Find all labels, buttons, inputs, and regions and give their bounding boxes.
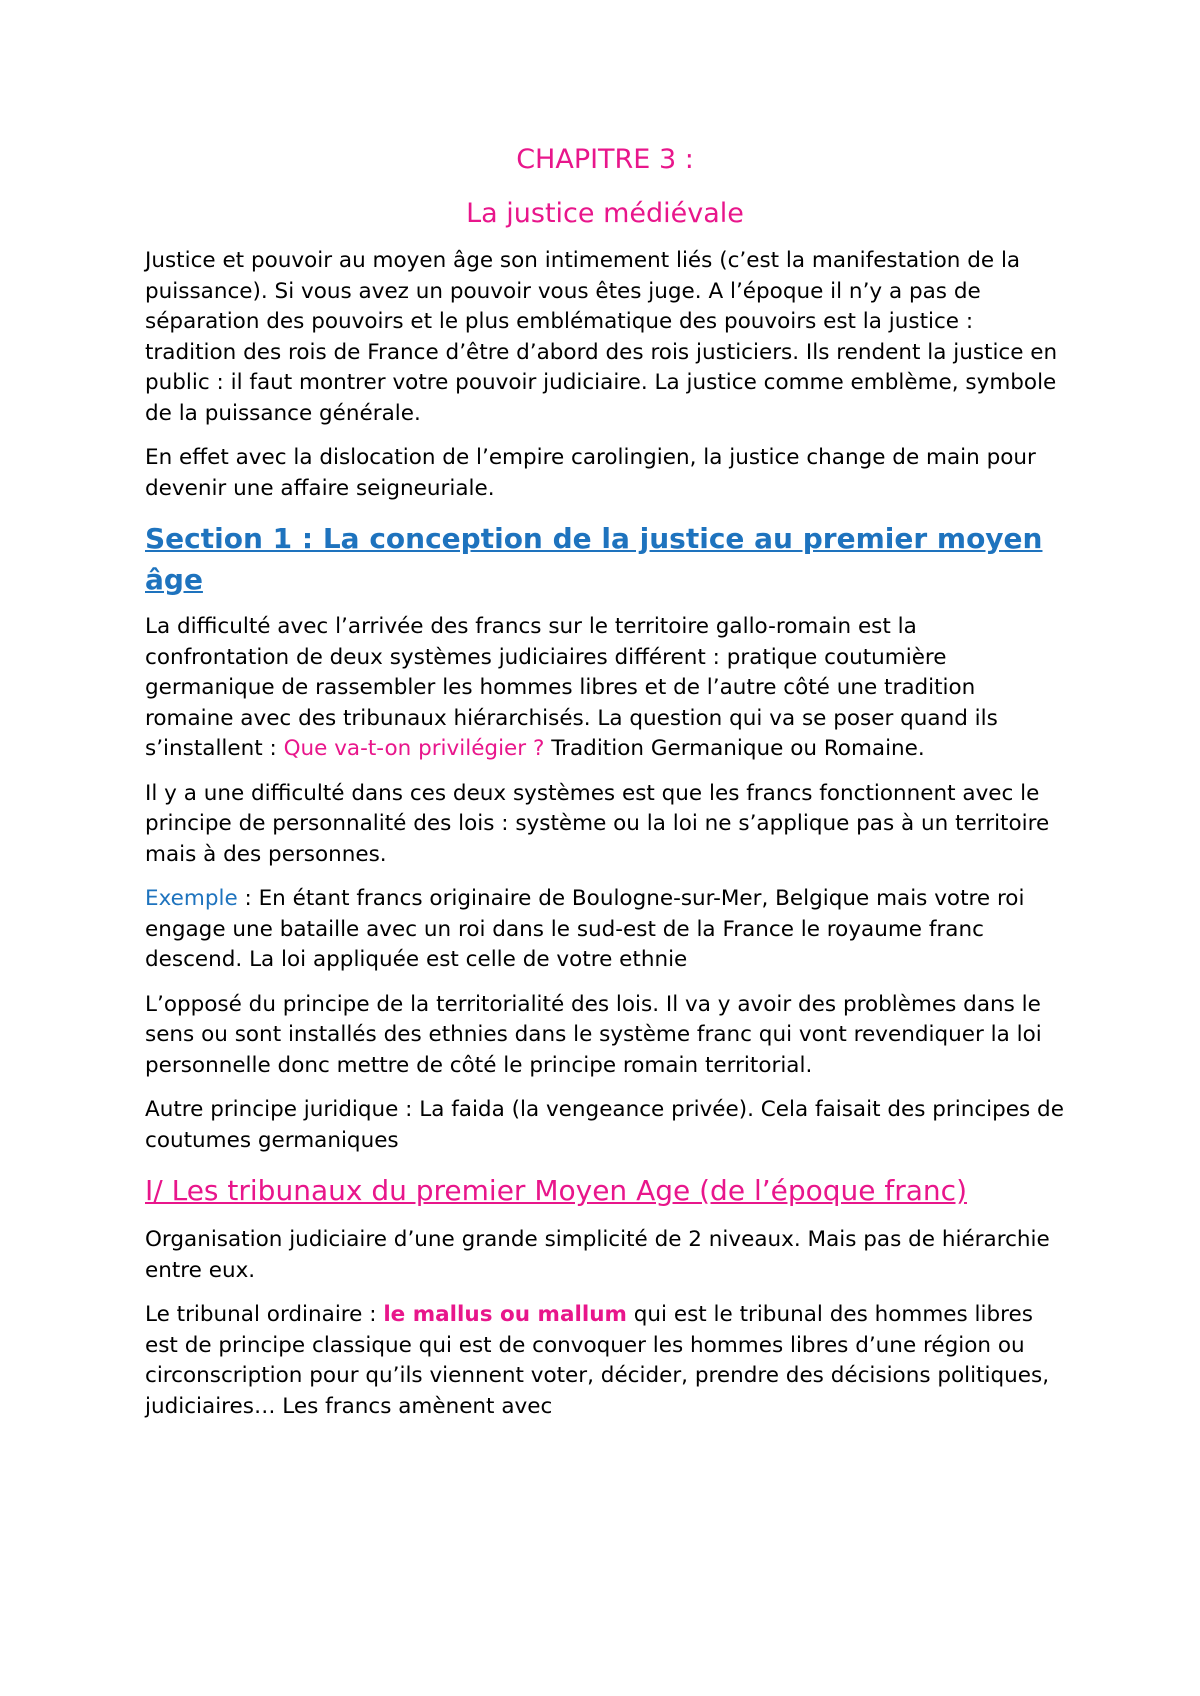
document-page bbox=[145, 142, 1065, 1436]
example-label: Exemple bbox=[145, 886, 238, 911]
chapter-subtitle: La justice médiévale bbox=[466, 198, 744, 229]
highlighted-question: Que va-t-on privilégier ? bbox=[283, 736, 545, 761]
paragraph-text: qui est le tribunal des hommes libres est de principe classique qui est de convoquer les hommes libres d’une région ou circonscription pour qu’ils viennent voter, décider, prendre des décisions politiques, judiciaires… Les francs amènent avec bbox=[145, 1302, 1050, 1419]
intro-paragraph-1: Justice et pouvoir au moyen âge son intimement liés (c’est la manifestation de la puissance). Si vous avez un pouvoir vous êtes juge. A l’époque il n’y a pas de séparation des pouvoirs et le plus emblématique des pouvoirs est la justice : tradition des rois de France d’être d’abord des rois justiciers. Ils rendent la justice en public : il faut montrer votre pouvoir judiciaire. La justice comme emblème, symbole de la puissance générale. bbox=[145, 248, 1058, 426]
intro-paragraph-2: En effet avec la dislocation de l’empire carolingien, la justice change de main pour devenir une affaire seigneuriale. bbox=[145, 445, 1036, 501]
paragraph-text: Le tribunal ordinaire : bbox=[145, 1302, 384, 1327]
section-1-heading: Section 1 : La conception de la justice au premier moyen âge bbox=[145, 522, 1043, 596]
section-1-paragraph-3: L’opposé du principe de la territorialité des lois. Il va y avoir des problèmes dans le sens ou sont installés des ethnies dans le système franc qui vont revendiquer la loi personnelle donc mettre de côté le principe romain territorial. bbox=[145, 991, 1042, 1078]
example-text: : En étant francs originaire de Boulogne-sur-Mer, Belgique mais votre roi engage une bataille avec un roi dans le sud-est de la France le royaume franc descend. La loi appliquée est celle de votre ethnie bbox=[145, 886, 1025, 972]
highlighted-term: le mallus ou mallum bbox=[383, 1302, 627, 1327]
paragraph-text: La difficulté avec l’arrivée des francs sur le territoire gallo-romain est la confrontation de deux systèmes judiciaires différent : pratique coutumière germanique de rassembler les hommes libres et de l’autre côté une tradition romaine avec des tribunaux hiérarchisés. La question qui va se poser quand ils s’installent : bbox=[145, 614, 998, 761]
example-paragraph bbox=[145, 884, 1065, 976]
chapter-title: CHAPITRE 3 : bbox=[516, 144, 694, 175]
section-1-paragraph-4: Autre principe juridique : La faida (la vengeance privée). Cela faisait des principes de coutumes germaniques bbox=[145, 1097, 1064, 1153]
section-1-paragraph-1 bbox=[145, 612, 1065, 765]
subsection-1-paragraph-1: Organisation judiciaire d’une grande simplicité de 2 niveaux. Mais pas de hiérarchie entre eux. bbox=[145, 1227, 1050, 1283]
subsection-1-paragraph-2 bbox=[145, 1300, 1065, 1422]
subsection-1-heading: I/ Les tribunaux du premier Moyen Age (de l’époque franc) bbox=[145, 1174, 967, 1207]
section-1-paragraph-2: Il y a une difficulté dans ces deux systèmes est que les francs fonctionnent avec le principe de personnalité des lois : système ou la loi ne s’applique pas à un territoire mais à des personnes. bbox=[145, 780, 1050, 867]
paragraph-text: Tradition Germanique ou Romaine. bbox=[544, 736, 925, 761]
